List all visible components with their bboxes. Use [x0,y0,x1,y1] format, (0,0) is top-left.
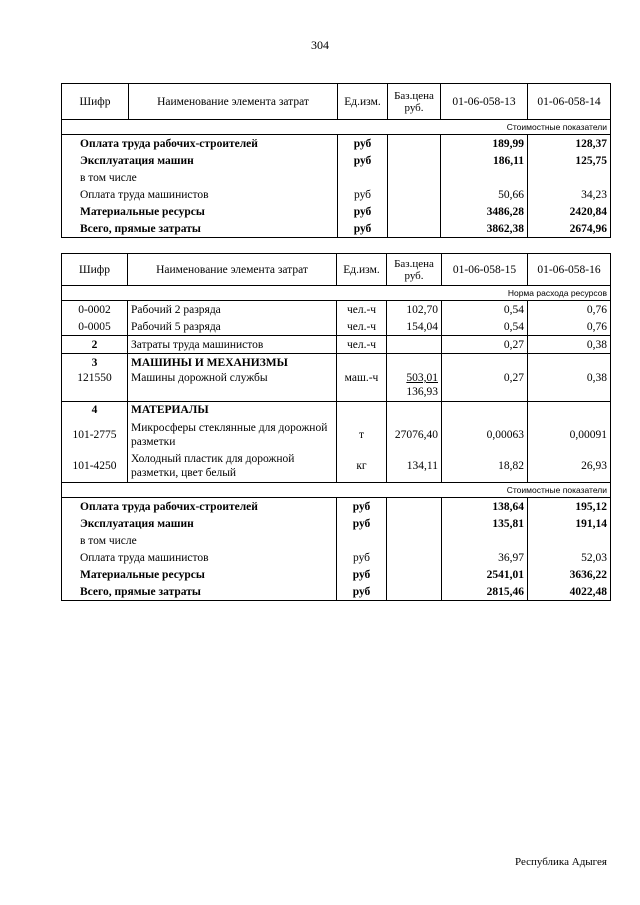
row-value-1: 18,82 [442,451,528,483]
row-price [387,566,442,583]
row-value-1 [442,532,528,549]
table-row [62,336,611,354]
row-unit: чел.-ч [337,318,387,336]
table1-header-code: Шифр [62,84,129,120]
table-row [62,220,611,238]
row-value-1: 186,11 [441,152,528,169]
row-code: 121550 [62,371,128,401]
table1-header-price-line1: Баз.цена [394,89,434,102]
row-unit [337,532,387,549]
row-value-1: 0,00063 [442,419,528,451]
row-price [388,220,441,238]
row-value-1: 50,66 [441,186,528,203]
row-name: МАШИНЫ И МЕХАНИЗМЫ [128,354,337,372]
row-name: Эксплуатация машин [62,152,338,169]
row-name: в том числе [62,532,337,549]
row-code: 3 [62,354,128,372]
table-row [62,169,611,186]
table-row [62,451,611,483]
row-price: 102,70 [387,301,442,319]
cost-table-1 [61,83,611,238]
row-price [387,583,442,601]
row-value-2: 2674,96 [528,220,611,238]
row-unit: руб [337,498,387,516]
row-value-2: 34,23 [528,186,611,203]
table-row [62,354,611,372]
table2-header-name: Наименование элемента затрат [128,254,337,286]
table-row [62,498,611,516]
table1-header-col1: 01-06-058-13 [441,84,528,120]
table2-header-price [387,254,442,286]
row-value-1 [442,354,528,372]
row-unit: руб [338,203,388,220]
footer-region: Республика Адыгея [514,856,607,868]
row-price [387,515,442,532]
row-unit: чел.-ч [337,336,387,354]
row-unit: руб [337,583,387,601]
row-unit [337,401,387,419]
row-value-1: 2815,46 [442,583,528,601]
row-value-1: 0,27 [442,371,528,401]
table2-header-unit: Ед.изм. [337,254,387,286]
row-price [388,135,441,153]
row-unit: кг [337,451,387,483]
row-unit: руб [337,549,387,566]
row-code: 4 [62,401,128,419]
page-number: 304 [311,38,329,52]
row-value-2: 0,76 [528,301,611,319]
table1-subheader: Стоимостные показатели [62,120,611,135]
row-unit: руб [338,220,388,238]
table2-subheader-norm-row [62,286,611,301]
table2-header-col1: 01-06-058-15 [442,254,528,286]
row-name: Оплата труда машинистов [62,549,337,566]
row-value-2: 125,75 [528,152,611,169]
row-name: Рабочий 5 разряда [128,318,337,336]
table-row [62,135,611,153]
row-value-2: 0,76 [528,318,611,336]
row-code: 0-0002 [62,301,128,319]
table-row [62,371,611,401]
row-price: 134,11 [387,451,442,483]
row-name: Всего, прямые затраты [62,583,337,601]
row-name: Оплата труда машинистов [62,186,338,203]
resource-table-2 [61,253,611,601]
table2-header-row [62,254,611,286]
row-name: Рабочий 2 разряда [128,301,337,319]
row-price [388,169,441,186]
row-unit: т [337,419,387,451]
table2-header-code: Шифр [62,254,128,286]
row-name: Затраты труда машинистов [128,336,337,354]
row-code: 101-2775 [62,419,128,451]
row-price [388,203,441,220]
row-name: Всего, прямые затраты [62,220,338,238]
row-value-1: 0,27 [442,336,528,354]
row-unit: руб [337,566,387,583]
row-value-1: 135,81 [442,515,528,532]
row-value-2 [528,169,611,186]
row-value-2: 191,14 [528,515,611,532]
row-price [387,354,442,372]
row-price [388,186,441,203]
row-value-2: 52,03 [528,549,611,566]
row-name: Оплата труда рабочих-строителей [62,135,338,153]
table-row [62,515,611,532]
row-value-1: 3486,28 [441,203,528,220]
row-unit: руб [338,152,388,169]
row-code: 0-0005 [62,318,128,336]
row-value-2: 3636,22 [528,566,611,583]
row-value-2 [528,354,611,372]
row-value-2: 4022,48 [528,583,611,601]
row-price-b: 136,93 [406,386,438,398]
row-value-2 [528,401,611,419]
table1-header-price-line2: руб. [404,101,424,114]
row-price [388,152,441,169]
row-value-2: 0,38 [528,336,611,354]
row-unit: руб [338,135,388,153]
table2-subheader-cost-row [62,483,611,498]
row-value-1: 36,97 [442,549,528,566]
table-row [62,566,611,583]
row-code: 2 [62,336,128,354]
row-unit: руб [337,515,387,532]
table-row [62,419,611,451]
table1-header-price [388,84,441,120]
row-value-1 [441,169,528,186]
table2-header-col2: 01-06-058-16 [528,254,611,286]
table-row [62,549,611,566]
table-row [62,532,611,549]
row-price: 154,04 [387,318,442,336]
row-name: Материальные ресурсы [62,203,338,220]
table-row [62,301,611,319]
row-value-1: 138,64 [442,498,528,516]
row-name: Микросферы стеклянные для дорожной разметки [128,419,337,451]
row-value-1: 0,54 [442,301,528,319]
row-name: Материальные ресурсы [62,566,337,583]
table-row [62,401,611,419]
row-unit [338,169,388,186]
row-name: Холодный пластик для дорожной разметки, цвет белый [128,451,337,483]
row-value-2: 2420,84 [528,203,611,220]
row-value-2: 195,12 [528,498,611,516]
row-unit: чел.-ч [337,301,387,319]
row-value-1 [442,401,528,419]
row-unit: руб [338,186,388,203]
table1-header-col2: 01-06-058-14 [528,84,611,120]
table2-subheader-cost: Стоимостные показатели [62,483,611,498]
table1-header-unit: Ед.изм. [338,84,388,120]
table-row [62,152,611,169]
row-unit: маш.-ч [337,371,387,401]
row-name: МАТЕРИАЛЫ [128,401,337,419]
row-price [387,549,442,566]
table2-header-price-line2: руб. [404,269,424,282]
row-price [387,401,442,419]
table2-header-price-line1: Баз.цена [394,257,434,270]
row-value-1: 3862,38 [441,220,528,238]
row-price: 27076,40 [387,419,442,451]
row-value-1: 2541,01 [442,566,528,583]
row-unit [337,354,387,372]
table-row [62,583,611,601]
row-price-a: 503,01 [406,372,438,384]
row-value-2 [528,532,611,549]
row-value-2: 26,93 [528,451,611,483]
row-code: 101-4250 [62,451,128,483]
table-row [62,318,611,336]
row-price [387,532,442,549]
table1-subheader-row [62,120,611,135]
row-name: Эксплуатация машин [62,515,337,532]
table-row [62,186,611,203]
row-name: Машины дорожной службы [128,371,337,401]
row-name: в том числе [62,169,338,186]
row-value-1: 0,54 [442,318,528,336]
row-value-2: 0,38 [528,371,611,401]
table1-header-name: Наименование элемента затрат [129,84,338,120]
row-price [387,371,442,401]
row-price [387,336,442,354]
row-value-2: 128,37 [528,135,611,153]
row-value-2: 0,00091 [528,419,611,451]
table-row [62,203,611,220]
row-price [387,498,442,516]
table1-header-row [62,84,611,120]
table2-subheader-norm: Норма расхода ресурсов [62,286,611,301]
row-value-1: 189,99 [441,135,528,153]
row-name: Оплата труда рабочих-строителей [62,498,337,516]
